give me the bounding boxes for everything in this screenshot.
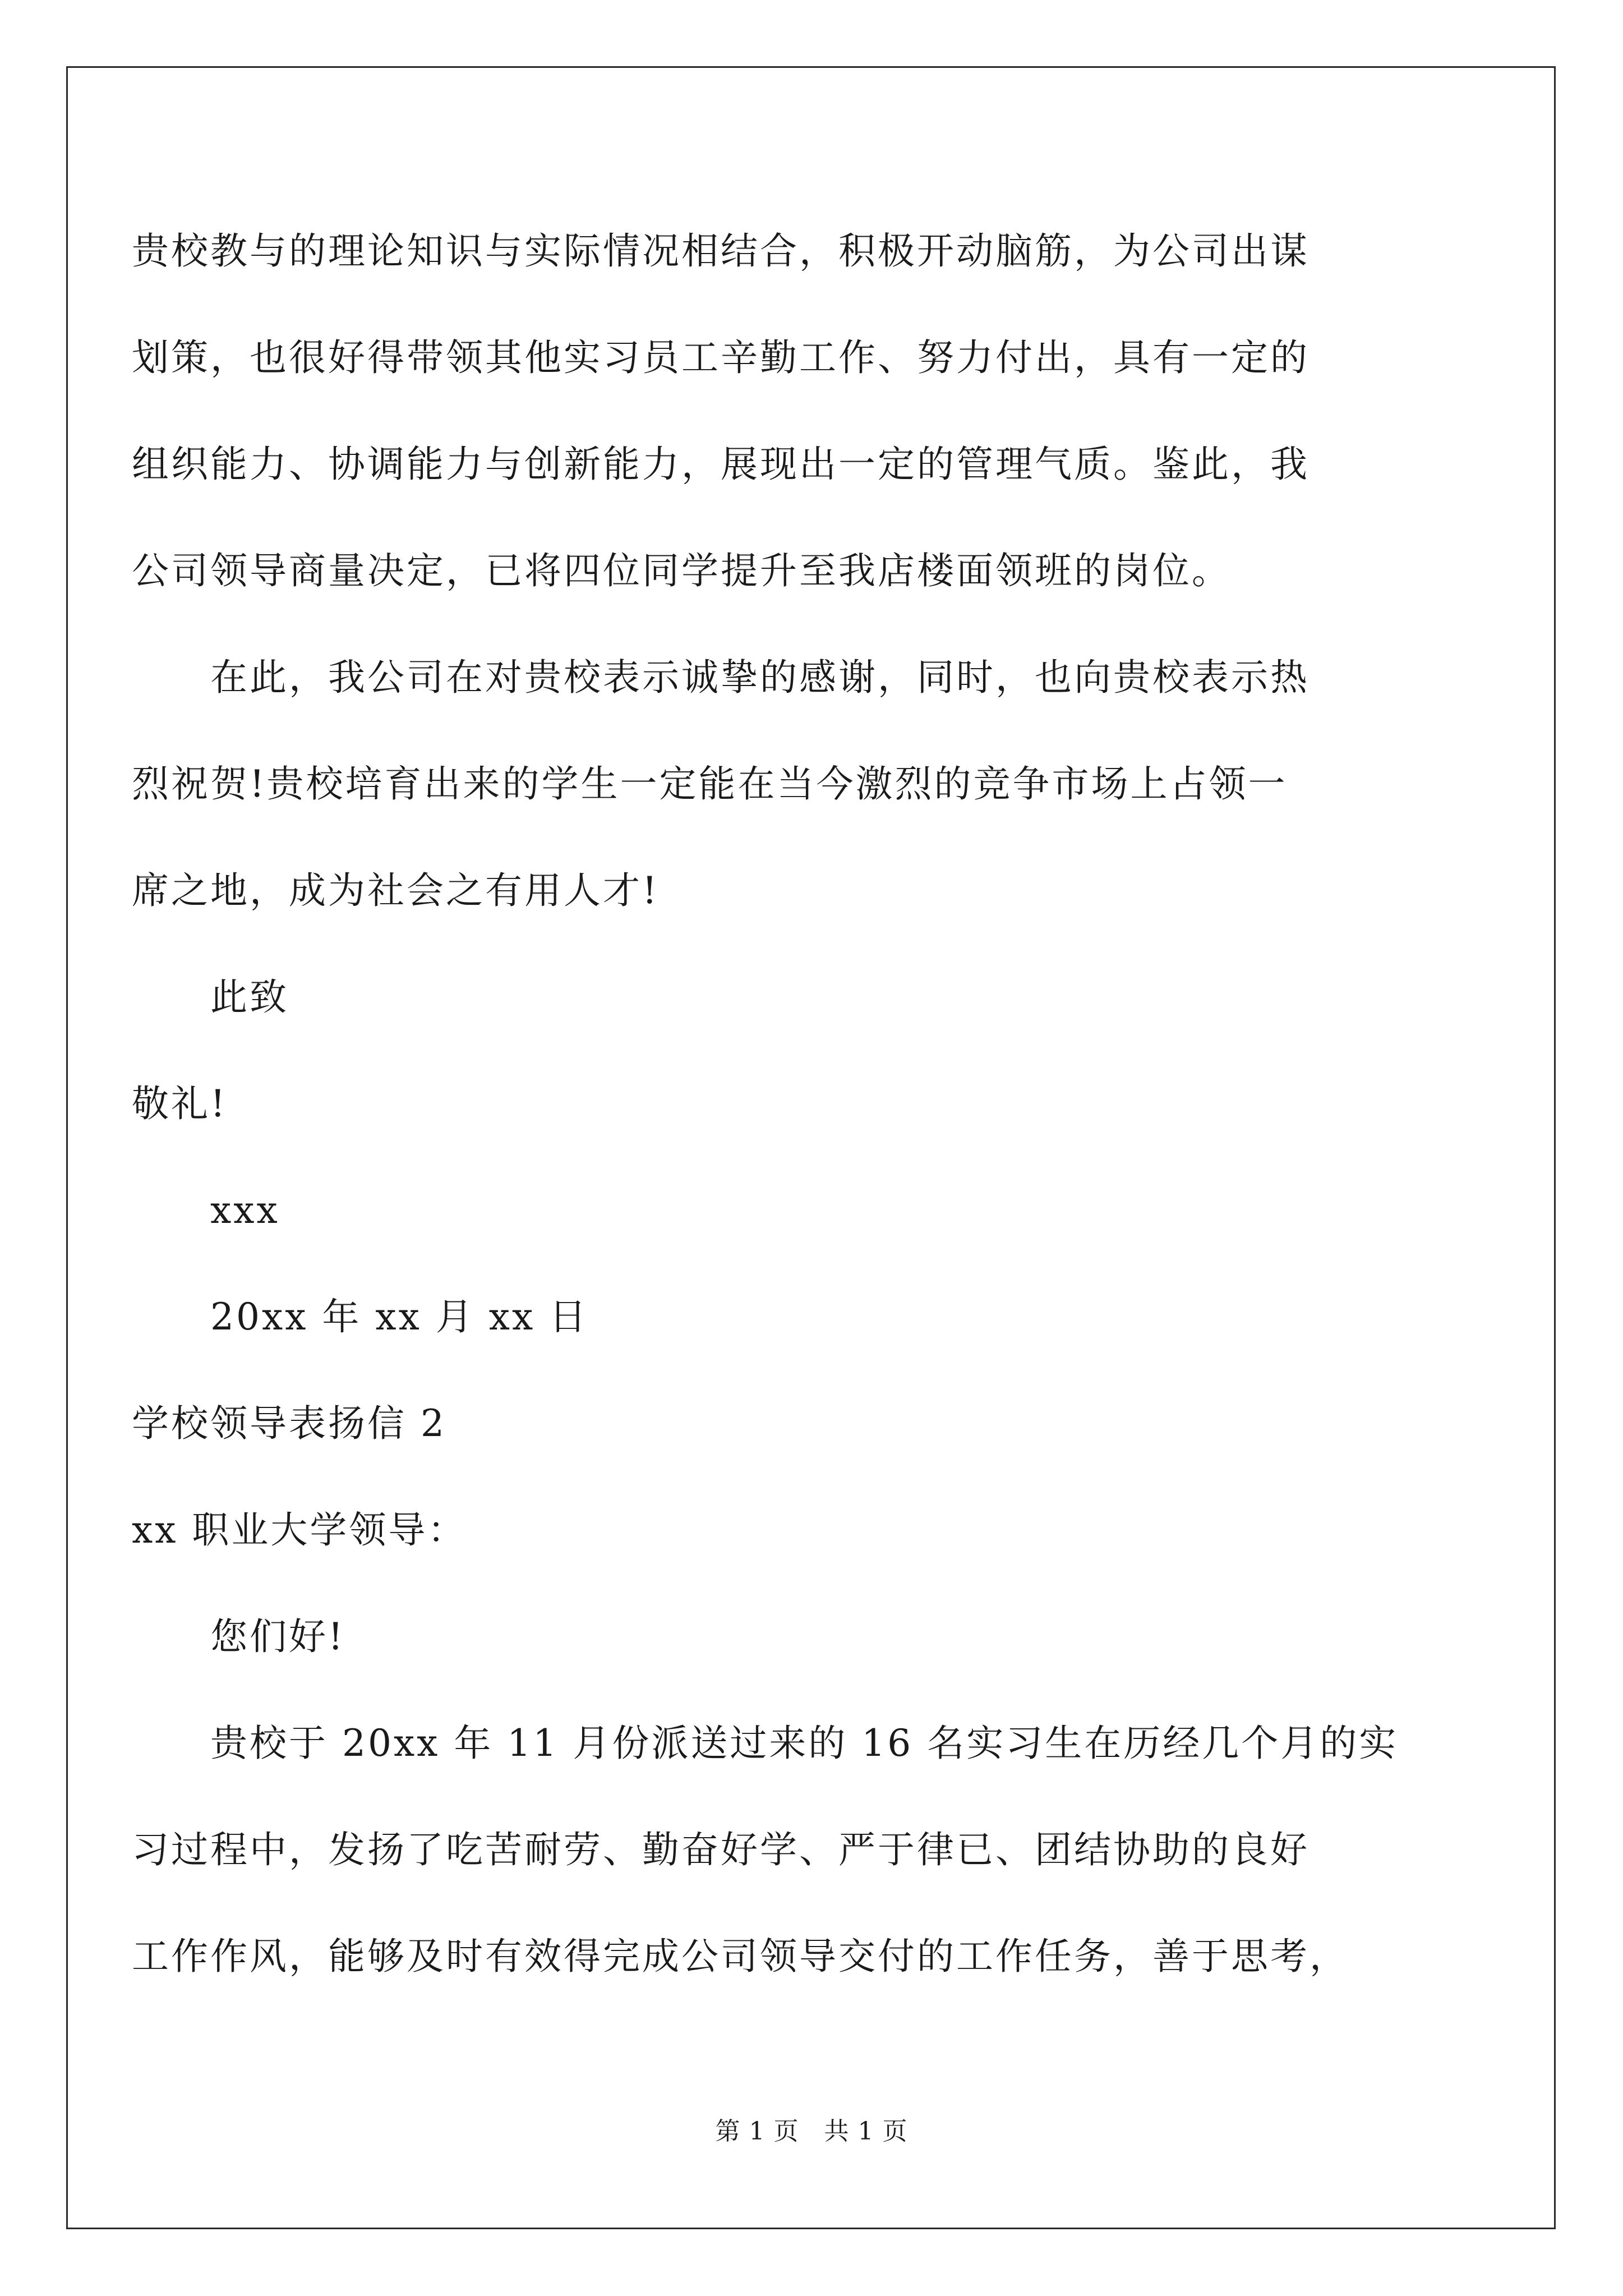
paragraph-line: 在此，我公司在对贵校表示诚挚的感谢，同时，也向贵校表示热 (210, 656, 1310, 699)
page-footer: 第 1 页 共 1 页 (715, 2117, 908, 2146)
paragraph-line: 公司领导商量决定，已将四位同学提升至我店楼面领班的岗位。 (132, 549, 1231, 592)
greeting-line: 您们好! (210, 1615, 345, 1658)
closing-salutation: 敬礼! (132, 1082, 228, 1125)
paragraph-line: 组织能力、协调能力与创新能力，展现出一定的管理气质。鉴此，我 (132, 443, 1310, 486)
signature-date: 20xx 年 xx 月 xx 日 (210, 1295, 589, 1338)
section-title: 学校领导表扬信 2 (132, 1402, 446, 1445)
paragraph-line: 习过程中，发扬了吃苦耐劳、勤奋好学、严于律已、团结协助的良好 (132, 1828, 1310, 1871)
paragraph-line: 烈祝贺!贵校培育出来的学生一定能在当今激烈的竞争市场上占领一 (132, 762, 1288, 806)
paragraph-line: 工作作风，能够及时有效得完成公司领导交付的工作任务，善于思考， (132, 1935, 1349, 1978)
paragraph-line: 贵校教与的理论知识与实际情况相结合，积极开动脑筋，为公司出谋 (132, 229, 1310, 273)
closing-line: 此致 (210, 976, 289, 1019)
paragraph-line: 贵校于 20xx 年 11 月份派送过来的 16 名实习生在历经几个月的实 (210, 1722, 1399, 1765)
page-border (66, 66, 1556, 2229)
signature-name: xxx (210, 1189, 280, 1232)
paragraph-line: 席之地，成为社会之有用人才! (132, 869, 660, 912)
recipient-line: xx 职业大学领导： (132, 1508, 467, 1552)
paragraph-line: 划策，也很好得带领其他实习员工辛勤工作、努力付出，具有一定的 (132, 336, 1310, 379)
